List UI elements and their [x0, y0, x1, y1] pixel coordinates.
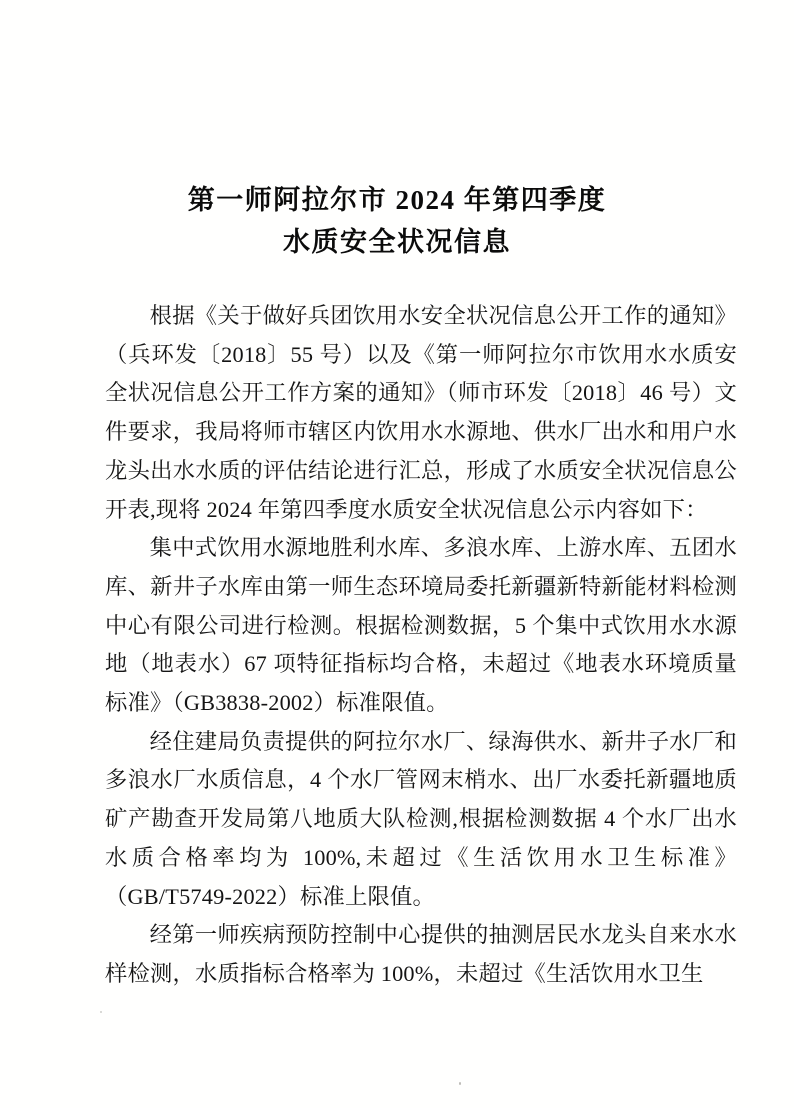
document-title-line-2: 水质安全状况信息	[283, 227, 511, 257]
scan-speck	[100, 1011, 102, 1013]
scan-speck	[459, 1082, 461, 1085]
paragraph-source-water: 集中式饮用水源地胜利水库、多浪水库、上游水库、五团水库、新井子水库由第一师生态环境局委托新疆新特新能材料检测中心有限公司进行检测。根据检测数据，5 个集中式饮用水水源地（地表水）67 项特征指标均合格，未超过《地表水环境质量标准》（GB3838-2002）标准限值。	[105, 535, 737, 716]
paragraph-tap-water: 经第一师疾病预防控制中心提供的抽测居民水龙头自来水水样检测，水质指标合格率为 100%，未超过《生活饮用水卫生	[105, 922, 737, 986]
paragraph-waterworks: 经住建局负责提供的阿拉尔水厂、绿海供水、新井子水厂和多浪水厂水质信息，4 个水厂管网末梢水、出厂水委托新疆地质矿产勘查开发局第八地质大队检测,根据检测数据 4 个水厂出水水质合格率均为 100%,未超过《生活饮用水卫生标准》（GB/T5749-2022）标准上限值。	[105, 728, 737, 909]
document-body	[105, 297, 737, 994]
paragraph-basis-notice: 根据《关于做好兵团饮用水安全状况信息公开工作的通知》（兵环发〔2018〕55 号）以及《第一师阿拉尔市饮用水水质安全状况信息公开工作方案的通知》（师市环发〔2018〕46 号）文件要求，我局将师市辖区内饮用水水源地、供水厂出水和用户水龙头出水水质的评估结论进行汇总，形成了水质安全状况信息公开表,现将 2024 年第四季度水质安全状况信息公示内容如下：	[105, 303, 737, 522]
document-title-line-1: 第一师阿拉尔市 2024 年第四季度	[187, 185, 607, 215]
document-title	[0, 179, 794, 263]
